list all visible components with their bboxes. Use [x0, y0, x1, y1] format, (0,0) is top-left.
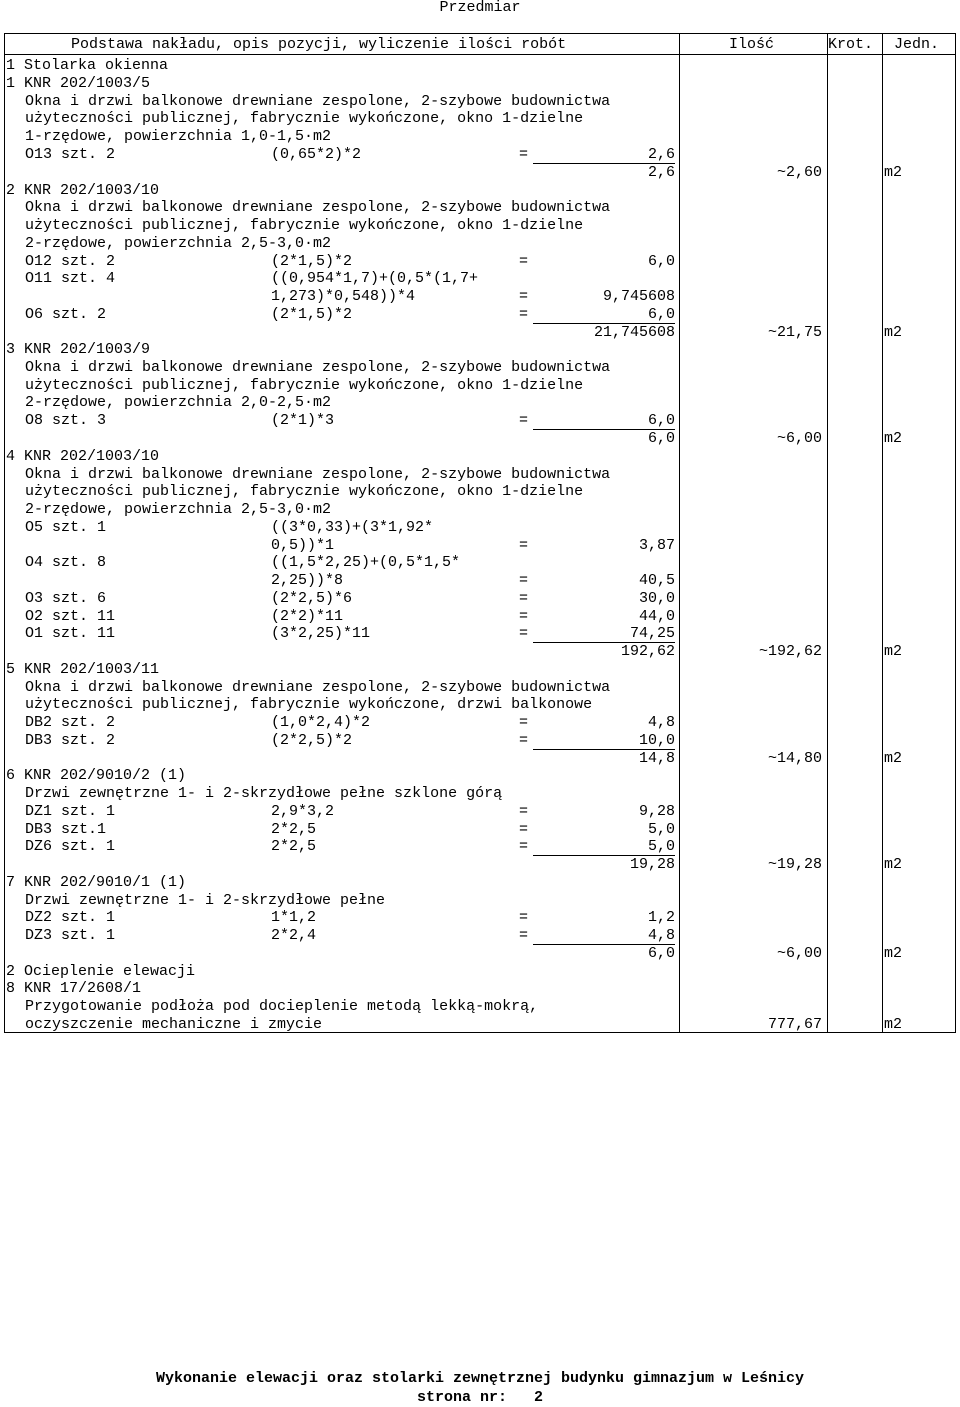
item-unit: m2	[883, 324, 902, 341]
calc-value: 4,8	[647, 927, 675, 944]
calc-expression: ((0,954*1,7)+(0,5*(1,7+	[271, 270, 479, 287]
calc-expression: 2,25))*8	[271, 572, 344, 589]
item-description: 2-rzędowe, powierzchnia 2,5-3,0·m2	[25, 235, 332, 252]
calc-expression: (2*2,5)*6	[271, 590, 353, 607]
calc-value: 9,28	[638, 803, 675, 820]
calc-label: O5 szt. 1	[25, 519, 107, 536]
item-quantity: 777,67	[767, 1016, 822, 1033]
calc-equals: =	[519, 625, 529, 642]
calc-label: DZ3 szt. 1	[25, 927, 116, 944]
calc-label: DB3 szt. 2	[25, 732, 116, 749]
item-code: 1 KNR 202/1003/5	[6, 75, 151, 92]
calc-label: DZ6 szt. 1	[25, 838, 116, 855]
column-divider	[679, 34, 680, 1032]
calc-label: DZ1 szt. 1	[25, 803, 116, 820]
calc-equals: =	[519, 537, 529, 554]
footer-project-title: Wykonanie elewacji oraz stolarki zewnętrznej budynku gimnazjum w Leśnicy	[155, 1370, 805, 1387]
calc-expression: (2*1,5)*2	[271, 253, 353, 270]
document-title: Przedmiar	[439, 0, 521, 16]
item-description: 2-rzędowe, powierzchnia 2,0-2,5·m2	[25, 394, 332, 411]
column-divider	[882, 34, 883, 1032]
calc-value: 5,0	[647, 821, 675, 838]
calc-expression: 2*2,4	[271, 927, 317, 944]
calc-equals: =	[519, 288, 529, 305]
item-description: Okna i drzwi balkonowe drewniane zespolone, 2-szybowe budownictwa	[25, 466, 611, 483]
calc-label: O6 szt. 2	[25, 306, 107, 323]
calc-label: O3 szt. 6	[25, 590, 107, 607]
calc-value: 5,0	[647, 838, 675, 855]
item-unit: m2	[883, 856, 902, 873]
calc-expression: (2*2)*11	[271, 608, 344, 625]
calc-equals: =	[519, 572, 529, 589]
item-quantity: ~192,62	[758, 643, 822, 660]
footer-page-number: strona nr: 2	[416, 1389, 544, 1406]
header-quantity: Ilość	[729, 36, 775, 53]
calc-equals: =	[519, 306, 529, 323]
header-unit: Jedn.	[894, 36, 940, 53]
calc-expression: ((3*0,33)+(3*1,92*	[271, 519, 434, 536]
calc-label: O13 szt. 2	[25, 146, 116, 163]
calc-label: O2 szt. 11	[25, 608, 116, 625]
calc-label: DZ2 szt. 1	[25, 909, 116, 926]
item-quantity: ~6,00	[776, 945, 822, 962]
header-description: Podstawa nakładu, opis pozycji, wyliczenie ilości robót	[71, 36, 567, 53]
calc-value: 6,0	[647, 306, 675, 323]
calc-expression: 2*2,5	[271, 838, 317, 855]
calc-expression: 0,5))*1	[271, 537, 335, 554]
calc-label: O1 szt. 11	[25, 625, 116, 642]
calc-expression: (3*2,25)*11	[271, 625, 371, 642]
item-description: Okna i drzwi balkonowe drewniane zespolone, 2-szybowe budownictwa	[25, 359, 611, 376]
header-multiplier: Krot.	[828, 36, 874, 53]
item-unit: m2	[883, 164, 902, 181]
item-code: 7 KNR 202/9010/1 (1)	[6, 874, 187, 891]
item-description: Okna i drzwi balkonowe drewniane zespolone, 2-szybowe budownictwa	[25, 93, 611, 110]
item-description: 2-rzędowe, powierzchnia 2,5-3,0·m2	[25, 501, 332, 518]
calc-equals: =	[519, 909, 529, 926]
calc-equals: =	[519, 146, 529, 163]
section-heading: 2 Ocieplenie elewacji	[6, 963, 196, 980]
item-description: 1-rzędowe, powierzchnia 1,0-1,5·m2	[25, 128, 332, 145]
calc-expression: (0,65*2)*2	[271, 146, 362, 163]
calc-equals: =	[519, 714, 529, 731]
item-description: Drzwi zewnętrzne 1- i 2-skrzydłowe pełne	[25, 892, 386, 909]
item-sum: 2,6	[647, 164, 675, 181]
calc-label: O12 szt. 2	[25, 253, 116, 270]
calc-equals: =	[519, 927, 529, 944]
calc-label: DB2 szt. 2	[25, 714, 116, 731]
item-description: użyteczności publicznej, fabrycznie wykończone, okno 1-dzielne	[25, 110, 584, 127]
item-code: 3 KNR 202/1003/9	[6, 341, 151, 358]
item-unit: m2	[883, 945, 902, 962]
item-sum: 19,28	[629, 856, 675, 873]
calc-value: 4,8	[647, 714, 675, 731]
calc-expression: 1*1,2	[271, 909, 317, 926]
calc-equals: =	[519, 838, 529, 855]
column-divider	[827, 34, 828, 1032]
item-description: Okna i drzwi balkonowe drewniane zespolone, 2-szybowe budownictwa	[25, 679, 611, 696]
calc-value: 44,0	[638, 608, 675, 625]
item-unit: m2	[883, 1016, 902, 1033]
calc-expression: 2*2,5	[271, 821, 317, 838]
item-sum: 6,0	[647, 430, 675, 447]
calc-value: 6,0	[647, 412, 675, 429]
calc-value: 1,2	[647, 909, 675, 926]
calc-label: O11 szt. 4	[25, 270, 116, 287]
calc-value: 2,6	[647, 146, 675, 163]
calc-value: 30,0	[638, 590, 675, 607]
calc-label: O8 szt. 3	[25, 412, 107, 429]
item-description: Drzwi zewnętrzne 1- i 2-skrzydłowe pełne szklone górą	[25, 785, 503, 802]
item-quantity: ~19,28	[767, 856, 822, 873]
item-unit: m2	[883, 750, 902, 767]
item-sum: 6,0	[647, 945, 675, 962]
calc-value: 3,87	[638, 537, 675, 554]
item-description: oczyszczenie mechaniczne i zmycie	[25, 1016, 323, 1033]
item-description: użyteczności publicznej, fabrycznie wykończone, okno 1-dzielne	[25, 377, 584, 394]
calc-expression: (2*2,5)*2	[271, 732, 353, 749]
item-description: Przygotowanie podłoża pod docieplenie metodą lekką-mokrą,	[25, 998, 539, 1015]
item-description: użyteczności publicznej, fabrycznie wykończone, okno 1-dzielne	[25, 483, 584, 500]
item-unit: m2	[883, 430, 902, 447]
calc-label: O4 szt. 8	[25, 554, 107, 571]
item-sum: 192,62	[620, 643, 675, 660]
item-description: użyteczności publicznej, fabrycznie wykończone, drzwi balkonowe	[25, 696, 593, 713]
calc-value: 6,0	[647, 253, 675, 270]
item-sum: 21,745608	[593, 324, 675, 341]
item-unit: m2	[883, 643, 902, 660]
item-description: Okna i drzwi balkonowe drewniane zespolone, 2-szybowe budownictwa	[25, 199, 611, 216]
item-quantity: ~6,00	[776, 430, 822, 447]
calc-equals: =	[519, 590, 529, 607]
calc-equals: =	[519, 253, 529, 270]
calc-value: 9,745608	[602, 288, 675, 305]
calc-equals: =	[519, 821, 529, 838]
calc-value: 40,5	[638, 572, 675, 589]
item-quantity: ~21,75	[767, 324, 822, 341]
item-description: użyteczności publicznej, fabrycznie wykończone, okno 1-dzielne	[25, 217, 584, 234]
calc-expression: ((1,5*2,25)+(0,5*1,5*	[271, 554, 461, 571]
calc-expression: (2*1)*3	[271, 412, 335, 429]
item-quantity: ~2,60	[776, 164, 822, 181]
calc-value: 10,0	[638, 732, 675, 749]
calc-value: 74,25	[629, 625, 675, 642]
item-code: 6 KNR 202/9010/2 (1)	[6, 767, 187, 784]
calc-equals: =	[519, 412, 529, 429]
item-code: 2 KNR 202/1003/10	[6, 182, 160, 199]
item-code: 8 KNR 17/2608/1	[6, 980, 142, 997]
calc-expression: 2,9*3,2	[271, 803, 335, 820]
item-code: 4 KNR 202/1003/10	[6, 448, 160, 465]
item-code: 5 KNR 202/1003/11	[6, 661, 160, 678]
item-quantity: ~14,80	[767, 750, 822, 767]
calc-expression: (1,0*2,4)*2	[271, 714, 371, 731]
calc-equals: =	[519, 803, 529, 820]
calc-equals: =	[519, 608, 529, 625]
calc-expression: 1,273)*0,548))*4	[271, 288, 416, 305]
item-sum: 14,8	[638, 750, 675, 767]
calc-expression: (2*1,5)*2	[271, 306, 353, 323]
calc-equals: =	[519, 732, 529, 749]
calc-label: DB3 szt.1	[25, 821, 107, 838]
header-divider	[5, 54, 955, 55]
section-heading: 1 Stolarka okienna	[6, 57, 169, 74]
